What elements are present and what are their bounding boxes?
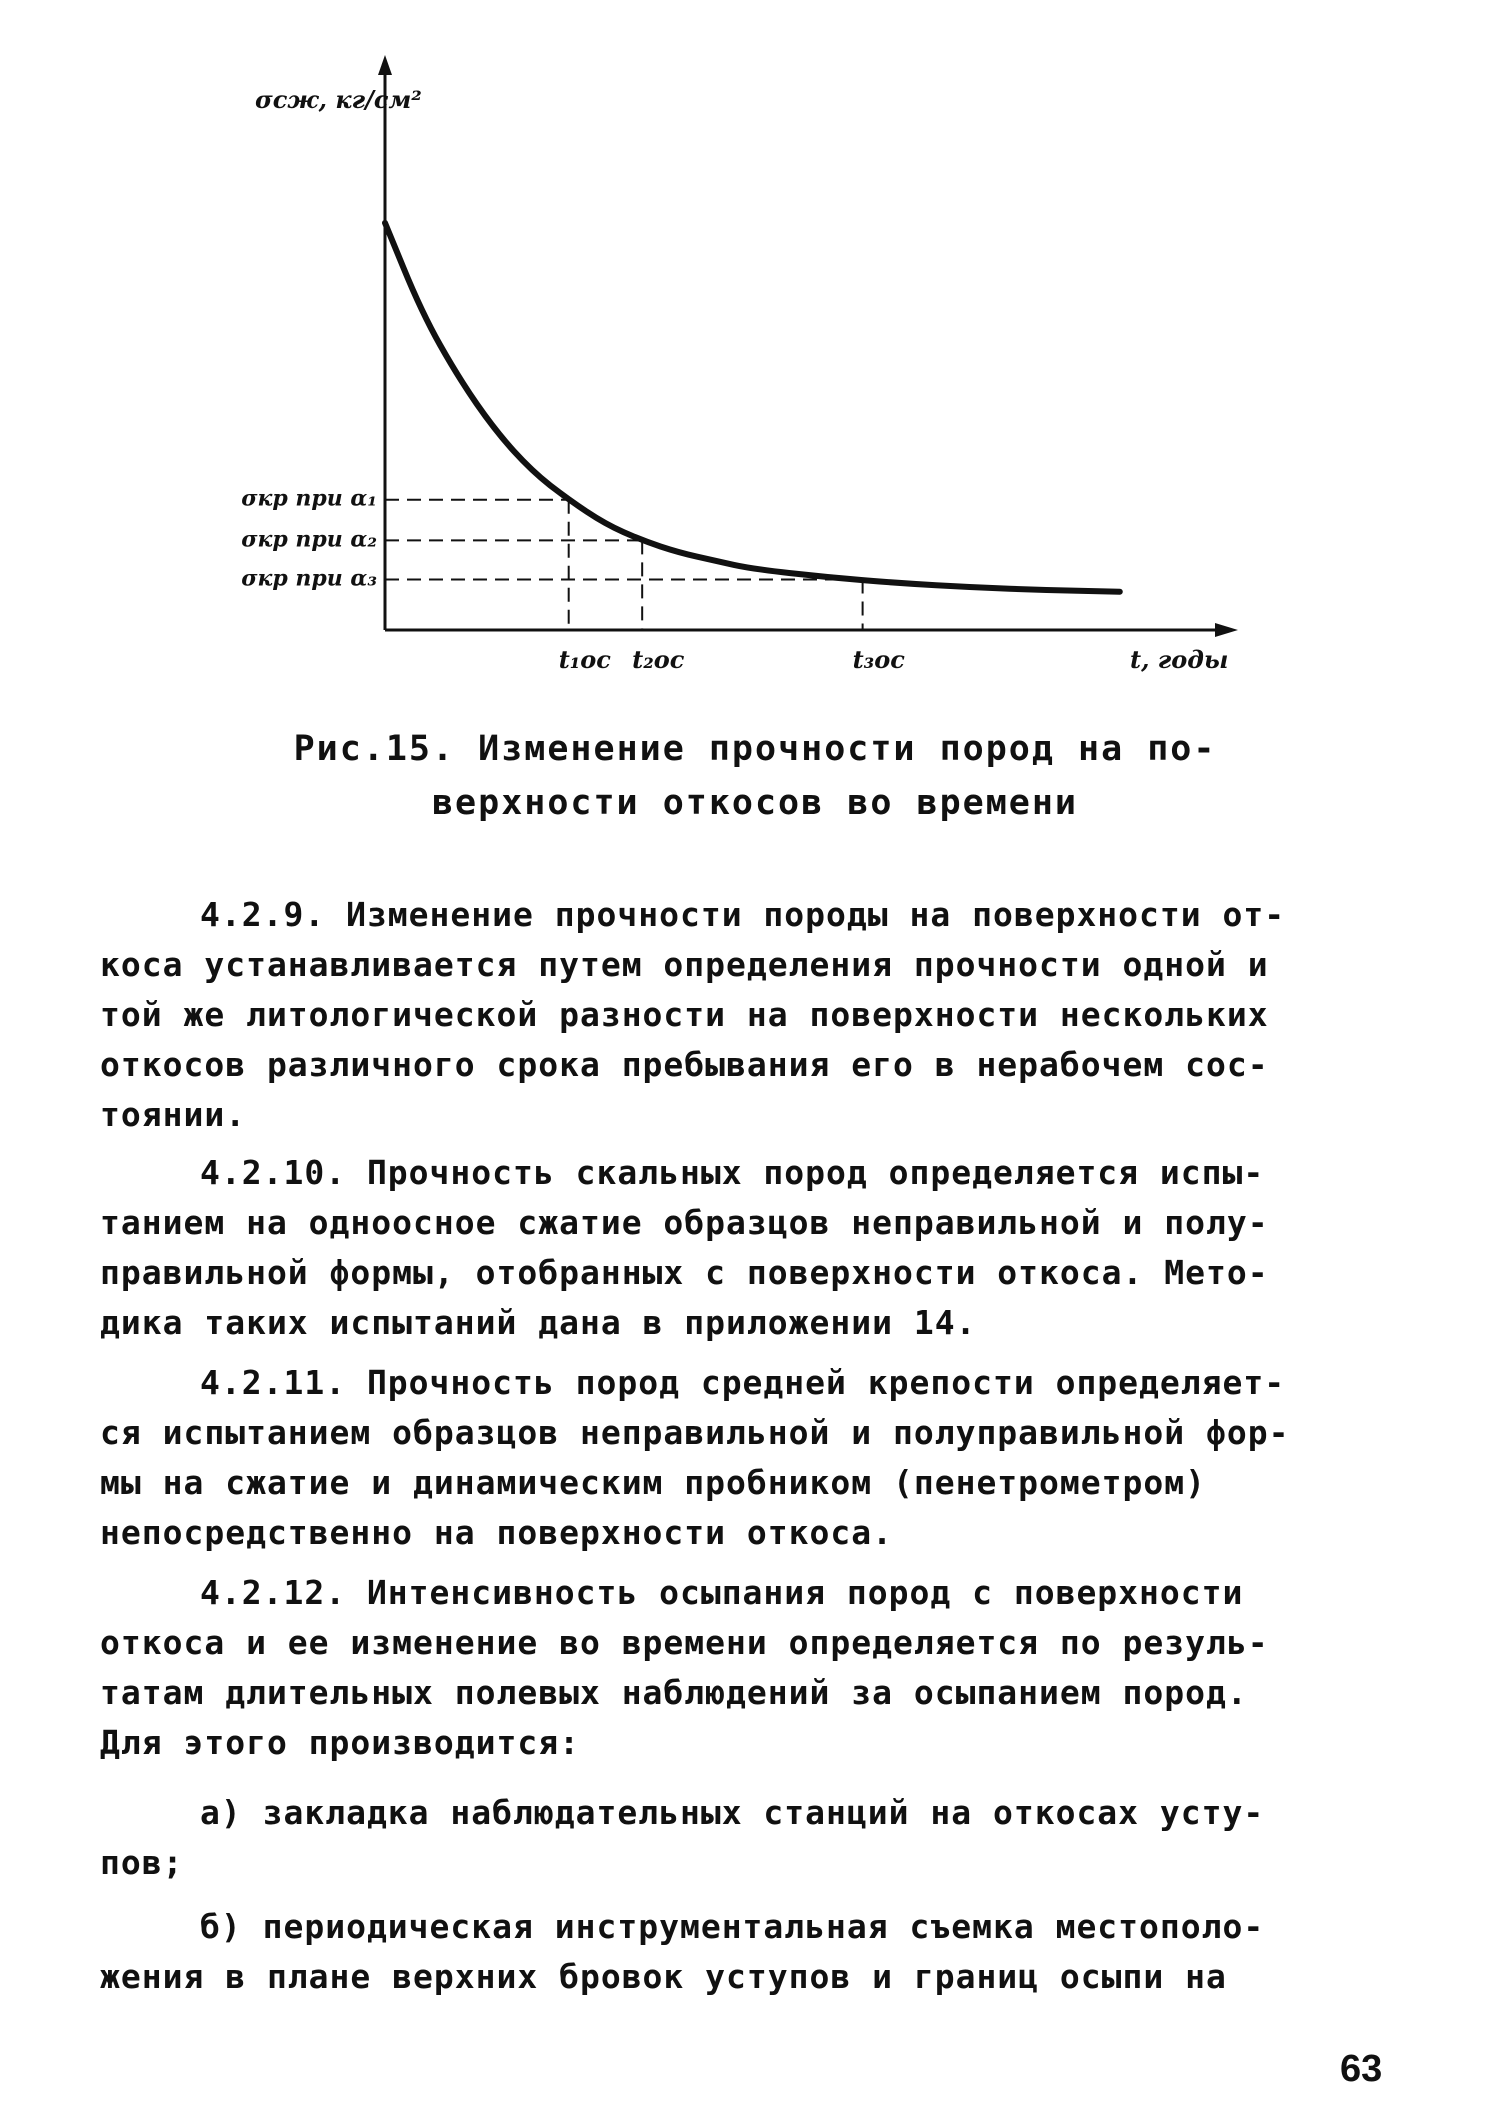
text-line: дика таких испытаний дана в приложении 14. [100, 1303, 977, 1342]
text-line: непосредственно на поверхности откоса. [100, 1513, 893, 1552]
text-line: коса устанавливается путем определения прочности одной и [100, 945, 1269, 984]
text-line: откоса и ее изменение во времени определяется по резуль- [100, 1623, 1269, 1662]
strength-curve [385, 223, 1120, 592]
text-line: 4.2.9. Изменение прочности породы на поверхности от- [200, 895, 1286, 934]
y-reference-label-1: σкр при α₁ [241, 485, 377, 512]
text-line: 4.2.11. Прочность пород средней крепости определяет- [200, 1363, 1286, 1402]
text-line: откосов различного срока пребывания его в нерабочем сос- [100, 1045, 1269, 1084]
text-line: танием на одноосное сжатие образцов неправильной и полу- [100, 1203, 1269, 1242]
page-number: 63 [1340, 2048, 1383, 2090]
list-item-b [100, 1902, 1410, 2002]
text-line: жения в плане верхних бровок уступов и границ осыпи на [100, 1957, 1227, 1996]
paragraph-4-2-10 [100, 1148, 1410, 1348]
text-line: а) закладка наблюдательных станций на откосах усту- [200, 1793, 1265, 1832]
text-line: той же литологической разности на поверхности нескольких [100, 995, 1269, 1034]
reference-lines [241, 486, 905, 674]
figure-caption [160, 722, 1350, 830]
chart-axes [255, 55, 1238, 674]
x-axis-arrow [1215, 623, 1238, 637]
text-line: Для этого производится: [100, 1723, 580, 1762]
caption-line-1: Рис.15. Изменение прочности пород на по- [293, 729, 1217, 769]
caption-line-2: верхности откосов во времени [431, 783, 1078, 823]
paragraph-4-2-11 [100, 1358, 1410, 1558]
text-line: правильной формы, отобранных с поверхности откоса. Мето- [100, 1253, 1269, 1292]
y-reference-label-3: σкр при α₃ [241, 565, 377, 592]
x-reference-label-1: t₁ос [558, 645, 611, 674]
text-line: 4.2.10. Прочность скальных пород определяется испы- [200, 1153, 1265, 1192]
paragraph-4-2-12 [100, 1568, 1410, 1768]
text-line: мы на сжатие и динамическим пробником (пенетрометром) [100, 1463, 1206, 1502]
text-line: б) периодическая инструментальная съемка местополо- [200, 1907, 1265, 1946]
x-reference-label-3: t₃ос [852, 645, 905, 674]
y-reference-label-2: σкр при α₂ [241, 526, 377, 553]
paragraph-4-2-9 [100, 890, 1410, 1140]
text-line: тоянии. [100, 1095, 247, 1134]
text-line: ся испытанием образцов неправильной и полуправильной фор- [100, 1413, 1290, 1452]
text-line: 4.2.12. Интенсивность осыпания пород с поверхности [200, 1573, 1244, 1612]
text-line: татам длительных полевых наблюдений за осыпанием пород. [100, 1673, 1248, 1712]
y-axis-label: σсж, кг/см² [255, 85, 422, 114]
text-line: пов; [100, 1843, 184, 1882]
x-reference-label-2: t₂ос [632, 645, 685, 674]
list-item-a [100, 1788, 1410, 1888]
strength-chart [0, 0, 1508, 700]
x-axis-label: t, годы [1130, 645, 1229, 674]
y-axis-arrow [378, 55, 392, 75]
